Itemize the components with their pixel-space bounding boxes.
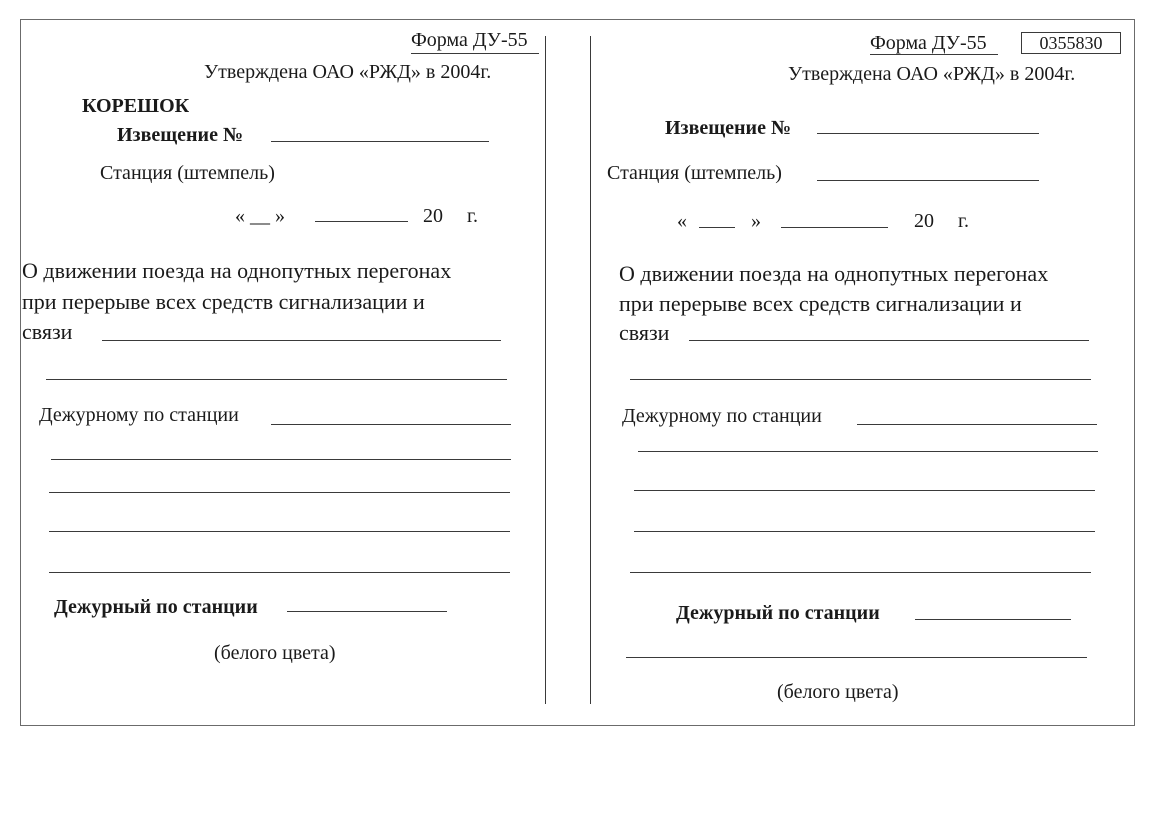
right-color-note: (белого цвета) (777, 681, 899, 703)
left-color-note: (белого цвета) (214, 642, 336, 664)
right-subject-line1: О движении поезда на однопутных перегонах (619, 261, 1049, 286)
right-duty-signature: Дежурный по станции (676, 602, 880, 624)
right-text-line-3[interactable] (634, 531, 1095, 532)
right-date-close: » (751, 210, 761, 232)
left-subject-field-2[interactable] (46, 379, 507, 380)
right-approved: Утверждена ОАО «РЖД» в 2004г. (788, 63, 1076, 85)
left-duty-signature: Дежурный по станции (54, 596, 258, 618)
right-station-label: Станция (штемпель) (607, 162, 782, 184)
left-subject-line3: связи (22, 319, 73, 344)
left-to-duty-field[interactable] (271, 424, 511, 425)
left-notice-label: Извещение № (117, 124, 244, 146)
left-subject-line2: при перерыве всех средств сигнализации и (22, 289, 425, 314)
left-notice-field[interactable] (271, 141, 489, 142)
right-bottom-line[interactable] (626, 657, 1087, 658)
right-date-day-field[interactable] (699, 227, 735, 228)
right-notice-label: Извещение № (665, 117, 792, 139)
right-date-open: « (677, 210, 687, 232)
left-subject-field[interactable] (102, 340, 501, 341)
right-date-g: г. (958, 210, 969, 232)
right-subject-field-2[interactable] (630, 379, 1091, 380)
left-approved: Утверждена ОАО «РЖД» в 2004г. (204, 61, 492, 83)
right-signature-field[interactable] (915, 619, 1071, 620)
left-date-year: 20 (423, 205, 443, 227)
right-to-duty-field[interactable] (857, 424, 1097, 425)
right-text-line-2[interactable] (634, 490, 1095, 491)
right-subject-line3: связи (619, 320, 670, 345)
right-to-duty: Дежурному по станции (622, 405, 822, 427)
left-stub-title: КОРЕШОК (82, 95, 190, 117)
left-text-line-2[interactable] (49, 492, 510, 493)
right-subject-line2: при перерыве всех средств сигнализации и (619, 291, 1022, 316)
right-form-label: Форма ДУ-55 (870, 32, 987, 54)
left-text-line-4[interactable] (49, 572, 510, 573)
right-subject-field[interactable] (689, 340, 1089, 341)
left-text-line-3[interactable] (49, 531, 510, 532)
left-form-underline (411, 53, 539, 54)
left-date-month-field[interactable] (315, 221, 408, 222)
left-date-g: г. (467, 205, 478, 227)
right-date-year: 20 (914, 210, 934, 232)
right-date-month-field[interactable] (781, 227, 888, 228)
serial-number-box: 0355830 (1021, 32, 1121, 54)
left-text-line-1[interactable] (51, 459, 511, 460)
left-date-day: « __ » (235, 205, 285, 227)
right-station-field[interactable] (817, 180, 1039, 181)
right-text-line-1[interactable] (638, 451, 1098, 452)
left-station-label: Станция (штемпель) (100, 162, 275, 184)
right-text-line-4[interactable] (630, 572, 1091, 573)
stub-divider-right (590, 36, 591, 704)
left-subject-line1: О движении поезда на однопутных перегонах (22, 258, 452, 283)
right-notice-field[interactable] (817, 133, 1039, 134)
left-to-duty: Дежурному по станции (39, 404, 239, 426)
left-signature-field[interactable] (287, 611, 447, 612)
right-form-underline (870, 54, 998, 55)
left-form-label: Форма ДУ-55 (411, 29, 528, 51)
stub-divider-left (545, 36, 546, 704)
